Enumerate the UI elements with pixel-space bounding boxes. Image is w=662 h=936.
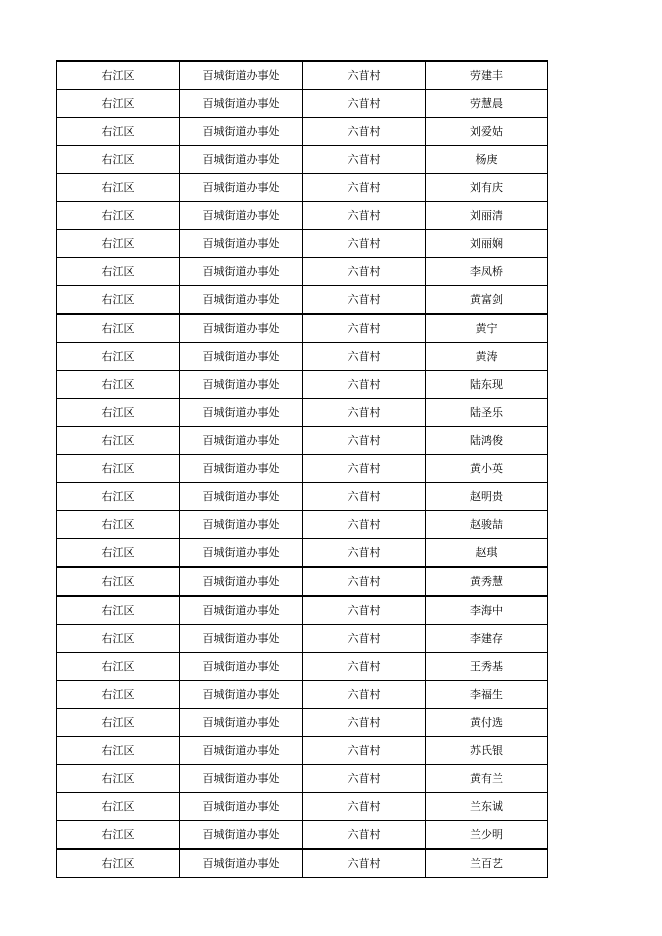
district-cell: 右江区 [57,230,180,258]
person-name-cell: 兰百艺 [426,849,548,878]
subdistrict-office-cell: 百城街道办事处 [180,539,303,568]
subdistrict-office-cell: 百城街道办事处 [180,343,303,371]
table-row [57,483,548,511]
person-name-cell: 刘丽娴 [426,230,548,258]
district-cell: 右江区 [57,286,180,315]
village-cell: 六苜村 [303,258,426,286]
district-cell: 右江区 [57,765,180,793]
table-row [57,511,548,539]
subdistrict-office-cell: 百城街道办事处 [180,793,303,821]
table-row [57,455,548,483]
village-cell: 六苜村 [303,174,426,202]
person-name-cell: 刘爱姑 [426,118,548,146]
table-row [57,314,548,343]
person-name-cell: 李建存 [426,625,548,653]
table-row [57,61,548,90]
village-cell: 六苜村 [303,849,426,878]
village-cell: 六苜村 [303,511,426,539]
district-cell: 右江区 [57,90,180,118]
table-row [57,230,548,258]
subdistrict-office-cell: 百城街道办事处 [180,314,303,343]
table-row [57,118,548,146]
person-name-cell: 劳建丰 [426,61,548,90]
person-name-cell: 赵明贵 [426,483,548,511]
district-cell: 右江区 [57,567,180,596]
table-row [57,343,548,371]
district-cell: 右江区 [57,849,180,878]
table-row [57,174,548,202]
table-row [57,427,548,455]
district-cell: 右江区 [57,681,180,709]
table-row [57,90,548,118]
person-name-cell: 苏氏银 [426,737,548,765]
person-name-cell: 黄有兰 [426,765,548,793]
village-cell: 六苜村 [303,596,426,625]
district-cell: 右江区 [57,455,180,483]
subdistrict-office-cell: 百城街道办事处 [180,849,303,878]
person-name-cell: 陆东现 [426,371,548,399]
subdistrict-office-cell: 百城街道办事处 [180,230,303,258]
district-cell: 右江区 [57,371,180,399]
person-name-cell: 兰少明 [426,821,548,850]
village-cell: 六苜村 [303,483,426,511]
village-cell: 六苜村 [303,567,426,596]
subdistrict-office-cell: 百城街道办事处 [180,258,303,286]
subdistrict-office-cell: 百城街道办事处 [180,202,303,230]
district-cell: 右江区 [57,737,180,765]
person-name-cell: 黄付选 [426,709,548,737]
village-cell: 六苜村 [303,793,426,821]
subdistrict-office-cell: 百城街道办事处 [180,286,303,315]
district-cell: 右江区 [57,146,180,174]
subdistrict-office-cell: 百城街道办事处 [180,511,303,539]
subdistrict-office-cell: 百城街道办事处 [180,90,303,118]
subdistrict-office-cell: 百城街道办事处 [180,709,303,737]
table-row [57,709,548,737]
person-name-cell: 黄宁 [426,314,548,343]
village-cell: 六苜村 [303,765,426,793]
village-cell: 六苜村 [303,653,426,681]
person-name-cell: 陆圣乐 [426,399,548,427]
village-cell: 六苜村 [303,821,426,850]
village-cell: 六苜村 [303,427,426,455]
table-row [57,567,548,596]
district-cell: 右江区 [57,793,180,821]
district-cell: 右江区 [57,821,180,850]
village-cell: 六苜村 [303,539,426,568]
village-cell: 六苜村 [303,625,426,653]
village-cell: 六苜村 [303,681,426,709]
person-name-cell: 黄涛 [426,343,548,371]
subdistrict-office-cell: 百城街道办事处 [180,765,303,793]
district-cell: 右江区 [57,625,180,653]
table-row [57,539,548,568]
table-row [57,681,548,709]
district-cell: 右江区 [57,314,180,343]
village-cell: 六苜村 [303,61,426,90]
person-name-cell: 兰东诚 [426,793,548,821]
subdistrict-office-cell: 百城街道办事处 [180,596,303,625]
village-cell: 六苜村 [303,286,426,315]
person-name-cell: 赵琪 [426,539,548,568]
table-row [57,258,548,286]
table-row [57,849,548,878]
table-row [57,821,548,850]
district-cell: 右江区 [57,399,180,427]
subdistrict-office-cell: 百城街道办事处 [180,399,303,427]
subdistrict-office-cell: 百城街道办事处 [180,371,303,399]
person-name-cell: 杨庚 [426,146,548,174]
subdistrict-office-cell: 百城街道办事处 [180,653,303,681]
village-cell: 六苜村 [303,314,426,343]
table-row [57,765,548,793]
person-name-cell: 刘有庆 [426,174,548,202]
table-row [57,286,548,315]
village-cell: 六苜村 [303,399,426,427]
district-cell: 右江区 [57,483,180,511]
district-cell: 右江区 [57,427,180,455]
district-cell: 右江区 [57,511,180,539]
district-cell: 右江区 [57,539,180,568]
person-name-cell: 陆鸿俊 [426,427,548,455]
person-name-cell: 赵骏喆 [426,511,548,539]
subdistrict-office-cell: 百城街道办事处 [180,174,303,202]
district-cell: 右江区 [57,118,180,146]
district-cell: 右江区 [57,61,180,90]
person-name-cell: 刘丽清 [426,202,548,230]
village-cell: 六苜村 [303,202,426,230]
subdistrict-office-cell: 百城街道办事处 [180,146,303,174]
village-cell: 六苜村 [303,146,426,174]
table-row [57,371,548,399]
district-cell: 右江区 [57,174,180,202]
subdistrict-office-cell: 百城街道办事处 [180,455,303,483]
village-cell: 六苜村 [303,737,426,765]
subdistrict-office-cell: 百城街道办事处 [180,427,303,455]
subdistrict-office-cell: 百城街道办事处 [180,61,303,90]
person-name-cell: 李凤桥 [426,258,548,286]
subdistrict-office-cell: 百城街道办事处 [180,737,303,765]
village-cell: 六苜村 [303,371,426,399]
village-cell: 六苜村 [303,118,426,146]
village-cell: 六苜村 [303,230,426,258]
table-row [57,146,548,174]
person-name-cell: 黄富剑 [426,286,548,315]
district-cell: 右江区 [57,709,180,737]
village-cell: 六苜村 [303,343,426,371]
district-cell: 右江区 [57,343,180,371]
subdistrict-office-cell: 百城街道办事处 [180,821,303,850]
village-cell: 六苜村 [303,709,426,737]
subdistrict-office-cell: 百城街道办事处 [180,625,303,653]
person-name-cell: 王秀基 [426,653,548,681]
roster-table [56,60,548,878]
subdistrict-office-cell: 百城街道办事处 [180,118,303,146]
person-name-cell: 黄小英 [426,455,548,483]
table-row [57,596,548,625]
roster-table-body [57,61,548,878]
district-cell: 右江区 [57,202,180,230]
table-row [57,793,548,821]
person-name-cell: 李福生 [426,681,548,709]
person-name-cell: 黄秀慧 [426,567,548,596]
district-cell: 右江区 [57,596,180,625]
subdistrict-office-cell: 百城街道办事处 [180,681,303,709]
person-name-cell: 李海中 [426,596,548,625]
table-row [57,625,548,653]
person-name-cell: 劳慧晨 [426,90,548,118]
district-cell: 右江区 [57,258,180,286]
subdistrict-office-cell: 百城街道办事处 [180,567,303,596]
table-row [57,653,548,681]
subdistrict-office-cell: 百城街道办事处 [180,483,303,511]
table-row [57,399,548,427]
table-row [57,737,548,765]
village-cell: 六苜村 [303,455,426,483]
village-cell: 六苜村 [303,90,426,118]
table-row [57,202,548,230]
district-cell: 右江区 [57,653,180,681]
